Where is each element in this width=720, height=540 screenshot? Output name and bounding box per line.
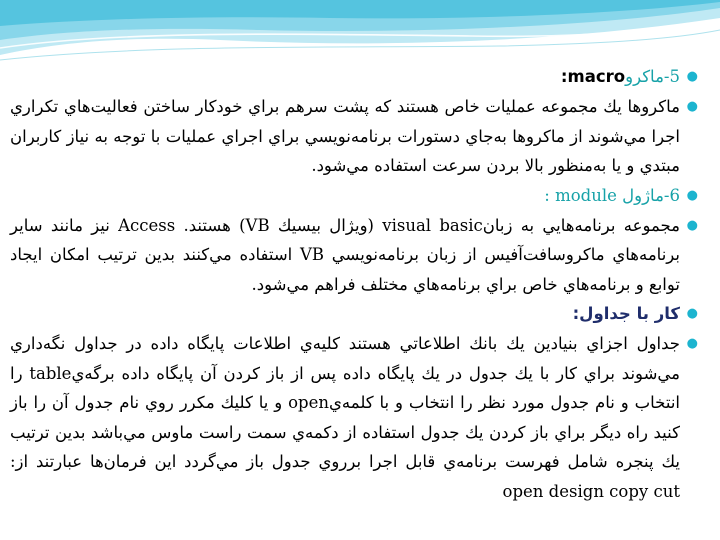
tables-heading: كار با جداول: — [572, 304, 680, 323]
macro-heading-number: 5-ماكرو — [625, 67, 680, 86]
bullet-icon: ● — [686, 187, 698, 203]
bullet-heading-macro — [10, 62, 700, 92]
bullet-icon: ● — [686, 99, 698, 114]
slide-content — [10, 62, 700, 506]
bullet-heading-module — [10, 181, 700, 211]
bullet-icon: ● — [686, 217, 698, 233]
macro-description-text: ماكروها يك مجموعه عمليات خاص هستند كه پشت سرهم براي خودكار ساختن فعاليت‌هاي تكراري اجرا مي‌شوند از ماكروها به‌جاي دستورات برنامه‌نويسي براي اجراي عمليات با توجه به نياز كاربران مبتدي و يا به‌منظور بالا بردن سرعت استفاده مي‌شود. — [10, 97, 680, 175]
bullet-icon: ● — [686, 306, 698, 321]
tables-description-text: جداول اجزاي بنيادين يك بانك اطلاعاتي هستند كليه‌ي اطلاعات پايگاه داده در جداول نگه‌داري مي‌شوند براي كار با يك جدول در يك پايگاه داده پس از باز كردن آن پايگاه داده برگه‌يtable را انتخاب و نام جدول مورد نظر را انتخاب و با كلمه‌يopen و يا كليك مكرر روي نام جدول آن را باز كنيد راه ديگر براي باز كردن يك جدول استفاده از دكمه‌ي سمت راست ماوس مي‌باشد بدين ترتيب يك پنجره شامل فهرست برنامه‌ي قابل اجرا برروي جدول باز مي‌گردد اين فرمان‌ها عبارتند از: open design copy cut — [10, 334, 680, 501]
bullet-heading-tables — [10, 299, 700, 329]
macro-heading-suffix: : — [560, 67, 568, 86]
module-description-text: مجموعه برنامه‌هايي به زبانvisual basic (ويژال بيسيك VB) هستند. Access نيز مانند ساير برنامه‌هاي ماكروسافت‌آفيس از زبان برنامه‌نويسي VB استفاده مي‌كنند بدين ترتيب امكان ايجاد توابع و برنامه‌هاي خاص براي برنامه‌هاي مختلف فراهم مي‌شود. — [10, 215, 681, 294]
module-heading-number: 6-ماژول — [622, 185, 680, 205]
bullet-icon: ● — [686, 336, 698, 351]
bullet-icon: ● — [686, 69, 698, 84]
bullet-tables-description — [10, 329, 700, 506]
macro-heading-latin: macro — [567, 67, 626, 86]
bullet-module-description — [10, 211, 700, 300]
bullet-macro-description — [10, 92, 700, 181]
module-heading-latin: module : — [544, 185, 617, 205]
